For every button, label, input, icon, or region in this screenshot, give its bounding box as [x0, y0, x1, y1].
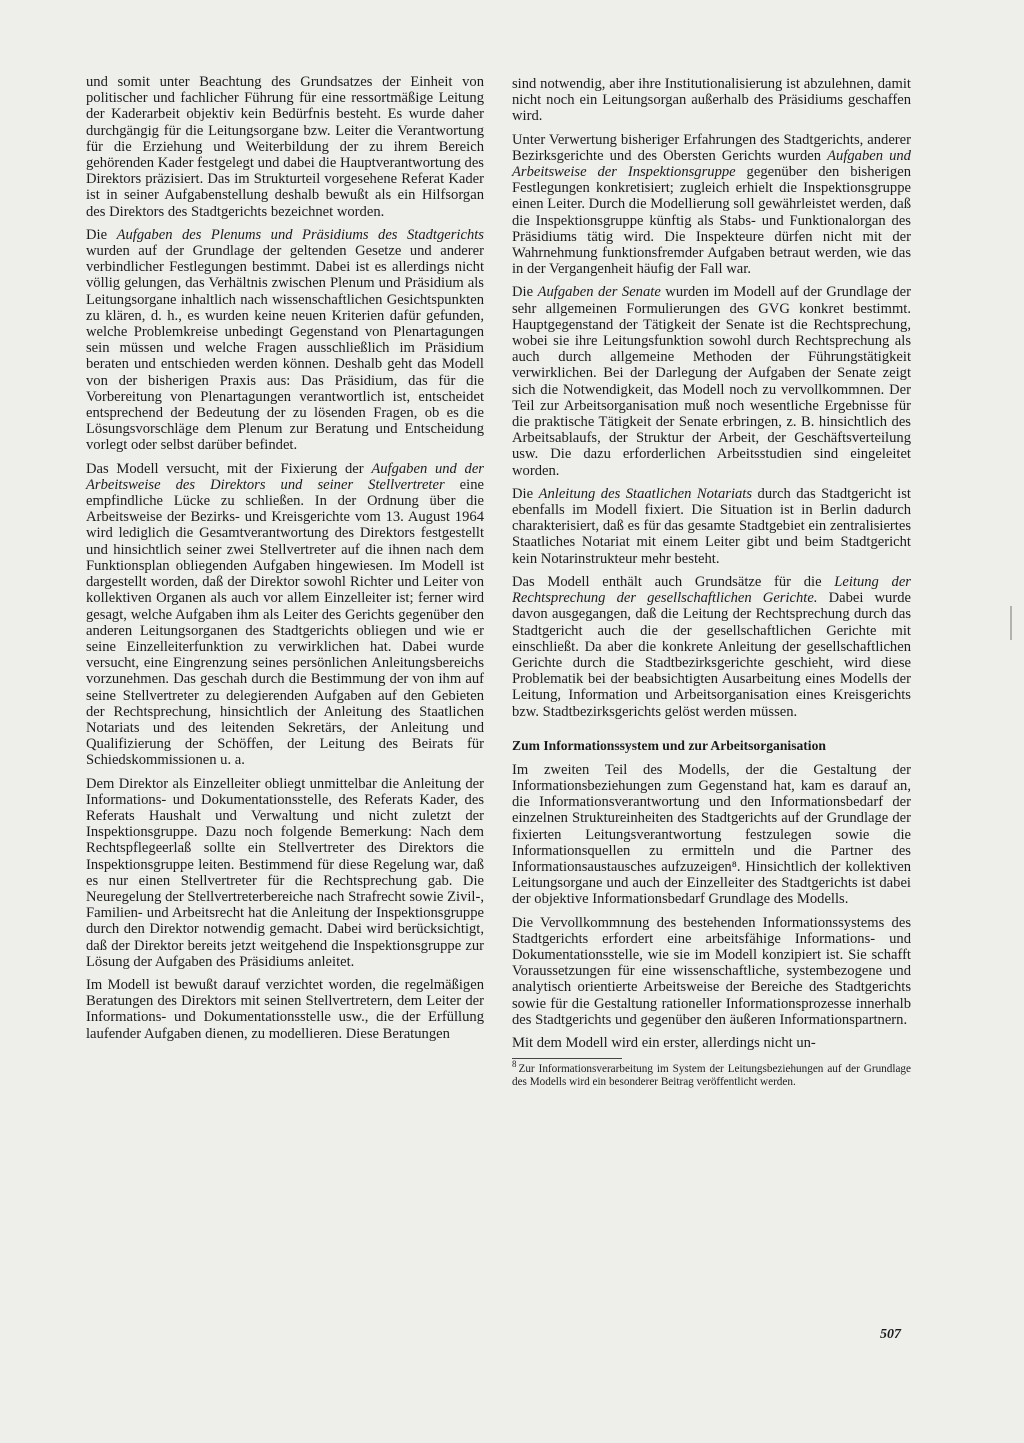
- text-run: Die: [512, 284, 538, 301]
- paragraph: [86, 776, 484, 970]
- text-run: sind notwendig, aber ihre Institutionalisierung ist abzulehnen, damit nicht noch ein Leitungsorgan außerhalb des Präsidiums geschaffen wird.: [512, 76, 911, 125]
- text-run: Die: [86, 226, 117, 243]
- text-run: Das Modell enthält auch Grundsätze für die: [512, 573, 835, 590]
- text-run: Unter Verwertung bisheriger Erfahrungen des Stadtgerichts, anderer Bezirksgerichte und des Obersten Gerichts wurden: [512, 131, 911, 164]
- page-number: 507: [880, 1327, 901, 1342]
- italic-phrase: Leitung der Rechtsprechung der gesellschaftlichen Gerichte.: [512, 573, 911, 607]
- text-run: Die: [512, 485, 539, 502]
- left-text-column: [86, 74, 484, 1049]
- text-run: Im zweiten Teil des Modells, der die Gestaltung der Informationsbeziehungen zum Gegenstand hat, kam es darauf an, die Informationsverantwortung und den Informationsbedarf der einzelnen Struktureinheiten des Stadtgerichts auf der Grundlage der fixierten Leitungsverantwortung festzulegen sowie die Informationsquellen zu ermitteln und die Partner des Informationsaustausches aufzuzeigen⁸. Hinsichtlich der kollektiven Leitungsorgane und auch der Einzelleiter des Stadtgerichts ist dabei der objektive Informationsbedarf Grundlage des Modells.: [512, 761, 911, 908]
- margin-mark: [1010, 606, 1012, 640]
- right-text-column: [512, 76, 911, 1088]
- text-run: Dem Direktor als Einzelleiter obliegt unmittelbar die Anleitung der Informations- und Dokumentationsstelle, des Referats Kader, des Referats Haushalt und Verwaltung und nicht zuletzt der Inspektionsgruppe. Dazu noch folgende Bemerkung: Nach dem Rechtspflegeerlaß sollte ein Stellvertreter des Direktors die Inspektionsgruppe leiten. Bestimmend für diese Regelung war, daß es nur einen Stellvertreter für die Rechtsprechung gab. Die Neuregelung der Stellvertreterbereiche nach Strafrecht sowie Zivil-, Familien- und Arbeitsrecht hat die Anleitung der Inspektionsgruppe durch den Direktor notwendig gemacht. Dabei wird berücksichtigt, daß der Direktor bereits jetzt weitgehend die Inspektionsgruppe zur Lösung der Aufgaben des Präsidiums anleitet.: [86, 775, 484, 970]
- italic-phrase: Aufgaben und Arbeitsweise der Inspektionsgruppe: [512, 147, 911, 181]
- paragraph: [86, 74, 484, 220]
- text-run: wurden im Modell auf der Grundlage der sehr allgemeinen Formulierungen des GVG konkret bestimmt. Hauptgegenstand der Tätigkeit der Senate ist die Rechtsprechung, wobei sie ihre Leitungsfunktion sowohl durch Rechtsprechung als auch durch allgemeine Methoden der Führungstätigkeit verwirklichen. Bei der Darlegung der Aufgaben der Senate zeigt sich die Notwendigkeit, das Modell noch zu vervollkommnen. Der Teil zur Arbeitsorganisation muß noch wesentliche Ergebnisse für die praktische Tätigkeit der Senate erbringen, z. B. hinsichtlich des Arbeitsablaufs, der Struktur der Arbeit, der Geschäftsverteilung usw. Die dazu erforderlichen Arbeitsstudien sind eingeleitet worden.: [512, 284, 911, 479]
- text-run: Das Modell versucht, mit der Fixierung der: [86, 460, 372, 477]
- italic-phrase: Anleitung des Staatlichen Notariats: [538, 485, 753, 502]
- text-run: Dabei wurde davon ausgegangen, daß die Leitung der Rechtsprechung durch das Stadtgericht auch die der gesellschaftlichen Gerichte mit einschließt. Da aber die konkrete Anleitung der gesellschaftlichen Gerichte durch die Stadtbezirksgerichte geschieht, wird diese Problematik bei der beabsichtigten Ausarbeitung eines Modells der Leitung, Information und Arbeitsorganisation eines Kreisgerichts bzw. Stadtbezirksgerichts gelöst werden müssen.: [512, 590, 911, 720]
- paragraph: [512, 486, 911, 567]
- text-run: gegenüber den bisherigen Festlegungen konkretisiert; zugleich erhielt die Inspektionsgruppe einen Leiter. Durch die Modellierung soll gewährleistet werden, daß die Inspektionsgruppe künftig als Stabs- und Funktionalorgan des Präsidiums tätig wird. Die Inspekteure dürfen nicht mit der Wahrnehmung funktionsfremder Aufgaben betraut werden, wie das in der Vergangenheit häufig der Fall war.: [512, 164, 911, 278]
- text-run: wurden auf der Grundlage der geltenden Gesetze und anderer verbindlicher Festlegungen bestimmt. Dabei ist es allerdings nicht völlig gelungen, das Verhältnis zwischen Plenum und Präsidium als Leitungsorgane inhaltlich nach wissenschaftlichen Gesichtspunkten zu klären, d. h., es wurden keine neuen Kriterien dafür gefunden, welche Problemkreise unbedingt Gegenstand von Plenartagungen sein müssen und welche Fragen ausschließlich im Präsidium beraten und entschieden werden können. Deshalb geht das Modell von der bisherigen Praxis aus: Das Präsidium, das für die Vorbereitung von Plenartagungen verantwortlich ist, entscheidet entsprechend der Bedeutung der zu lösenden Fragen, ob es die Lösungsvorschläge dem Plenum zur Beratung und Entscheidung vorlegt oder selbst darüber befindet.: [86, 243, 484, 454]
- paragraph: [512, 284, 911, 478]
- paragraph: [512, 915, 911, 1028]
- footnote-mark: 8: [512, 1059, 517, 1070]
- paragraph: [86, 461, 484, 769]
- italic-phrase: Aufgaben und der Arbeitsweise des Direktors und seiner Stellvertreter: [86, 460, 484, 493]
- paragraph: [512, 76, 911, 125]
- right-column-continuation: [512, 762, 911, 1051]
- paragraph: [512, 574, 911, 720]
- text-run: Im Modell ist bewußt darauf verzichtet worden, die regelmäßigen Beratungen des Direktors mit seinen Stellvertretern, dem Leiter der Informations- und Dokumentationsstelle usw., die der Erfüllung laufender Aufgaben dienen, zu modellieren. Diese Beratungen: [86, 976, 484, 1042]
- paragraph: [86, 227, 484, 454]
- paragraph: [512, 762, 911, 908]
- footnote-divider: [512, 1058, 622, 1059]
- text-run: Mit dem Modell wird ein erster, allerdings nicht un-: [512, 1034, 816, 1051]
- paragraph: [86, 977, 484, 1042]
- text-run: und somit unter Beachtung des Grundsatzes der Einheit von politischer und fachlicher Führung für eine ressortmäßige Leitung der Kaderarbeit objektiv kein Bedürfnis besteht. Es wurde daher durchgängig für die Leitungsorgane bzw. Leiter die Verantwortung für die Erziehung und Weiterbildung der zu ihrem Bereich gehörenden Kader festgelegt und dabei die Hauptverantwortung des Direktors präzisiert. Das im Strukturteil vorgesehene Referat Kader ist in seiner Aufgabenstellung deshalb bewußt als ein Hilfsorgan des Direktors des Stadtgerichts bezeichnet worden.: [86, 74, 484, 220]
- paragraph: [512, 132, 911, 278]
- section-heading: Zum Informationssystem und zur Arbeitsorganisation: [512, 737, 826, 753]
- paragraph: [512, 1035, 911, 1051]
- text-run: durch das Stadtgericht ist ebenfalls im Modell fixiert. Die Situation ist in Berlin dadurch charakterisiert, daß es für das gesamte Stadtgebiet ein zentralisiertes Staatliches Notariat mit einem Leiter gibt und beim Stadtgericht kein Notarinstrukteur mehr besteht.: [512, 485, 911, 567]
- right-column-body: [512, 76, 911, 720]
- italic-phrase: Aufgaben der Senate: [537, 284, 661, 301]
- text-run: eine empfindliche Lücke zu schließen. In der Ordnung über die Arbeitsweise der Bezirks- und Kreisgerichte vom 13. August 1964 wird lediglich die Gesamtverantwortung des Direktors festgestellt und hinsichtlich seiner zwei Stellvertreter auf die ihnen nach dem Funktionsplan obliegenden Aufgaben hingewiesen. Im Modell ist dargestellt worden, daß der Direktor sowohl Richter und Leiter von kollektiven Organen als auch vor allem Einzelleiter ist; ferner wird gesagt, welche Aufgaben ihm als Leiter des Gerichts gegenüber den anderen Leitungsorganen des Stadtgerichts obliegen und wie er seine Einzelleiterfunktion zu verwirklichen hat. Dabei wurde versucht, eine Eingrenzung seines persönlichen Anleitungsbereichs vorzunehmen. Das geschah durch die Bestimmung der von ihm auf seine Stellvertreter zu delegierenden Aufgaben auf den Gebieten der Rechtsprechung, hinsichtlich der Anleitung des Staatlichen Notariats und des leitenden Sekretärs, der Anleitung und Qualifizierung der Schöffen, der Leitung des Beirats für Schiedskommissionen u. a.: [86, 476, 484, 769]
- italic-phrase: Aufgaben des Plenums und Präsidiums des Stadtgerichts: [116, 226, 484, 243]
- footnote: [512, 1059, 911, 1088]
- footnote-text: Zur Informationsverarbeitung im System der Leitungsbeziehungen auf der Grundlage des Modells wird ein besonderer Beitrag veröffentlicht werden.: [512, 1063, 911, 1088]
- text-run: Die Vervollkommnung des bestehenden Informationssystems des Stadtgerichts erfordert eine arbeitsfähige Informations- und Dokumentationsstelle, wie sie im Modell konzipiert ist. Sie schafft Voraussetzungen für eine wissenschaftliche, systembezogene und analytisch orientierte Arbeitsweise der Bereiche des Stadtgerichts sowie für die Gestaltung rationeller Informationsprozesse innerhalb des Stadtgerichts und gegenüber den äußeren Informationspartnern.: [512, 914, 911, 1028]
